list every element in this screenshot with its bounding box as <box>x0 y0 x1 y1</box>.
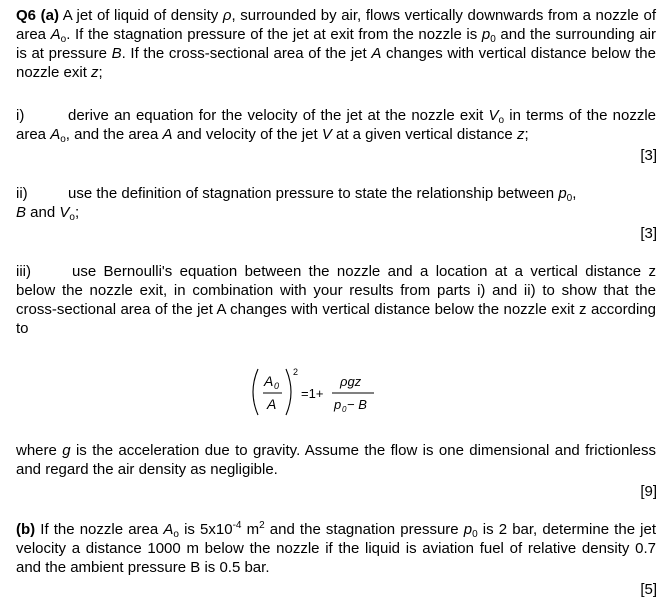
part-ii-marks: [3] <box>640 225 657 242</box>
part-i-marks: [3] <box>640 147 657 164</box>
eq-num-A: A <box>264 373 274 389</box>
eq-equals-one: =1+ <box>301 386 324 401</box>
part-iii-text: iii) use Bernoulli's equation between the nozzle and a location at a vertical distance z below the nozzle exit, in combination with your results from parts i) and ii) to show that the cross-sectional area of the jet A changes with vertical distance below the nozzle exit z according to <box>16 263 656 337</box>
eq-frac-den-p: p <box>334 397 342 412</box>
question-label: Q6 (a) <box>16 7 59 24</box>
part-b-marks: [5] <box>640 581 657 598</box>
eq-power: 2 <box>293 367 299 377</box>
eq-num-sub: 0 <box>274 381 280 391</box>
eq-frac-den-sub: 0 <box>342 405 347 414</box>
left-paren <box>253 369 258 415</box>
part-i-text: i) derive an equation for the velocity of the jet at the nozzle exit $V_o$ in terms of the nozzle area $A_o$, and the area A and velocity of the jet V at a given vertical distance z; <box>16 107 656 145</box>
eq-den-A: A <box>267 396 277 412</box>
eq-frac-num: ρgz <box>340 374 362 389</box>
right-paren <box>286 369 291 415</box>
question-intro: Q6 (a) A jet of liquid of density ρ, surrounded by air, flows vertically downwards from a nozzle of area $A_o$. If the stagnation pressure of the jet at exit from the nozzle is $p_0$ and the surrounding air is at pressure B. If the cross-sectional area of the jet A changes with vertical distance below the nozzle exit z; <box>16 7 657 81</box>
part-b-text: (b) If the nozzle area $A_o$ is $5x10^{-4}$ $m^2$ and the stagnation pressure $p_0$ is 2 bar, determine the jet velocity a distance 1000 m below the nozzle if the liquid is aviation fuel of relative density 0.7 and the ambient pressure B is 0.5 bar. <box>16 520 656 576</box>
part-ii-text: ii) use the definition of stagnation pressure to state the relationship between $p_0$, B and $V_o$; <box>16 185 577 223</box>
where-text: where g is the acceleration due to gravity. Assume the flow is one dimensional and frictionless and regard the air density as negligible. <box>16 442 656 478</box>
area-ratio-equation <box>246 365 396 421</box>
eq-frac-den-rest: − B <box>347 397 367 412</box>
where-marks: [9] <box>640 483 657 500</box>
